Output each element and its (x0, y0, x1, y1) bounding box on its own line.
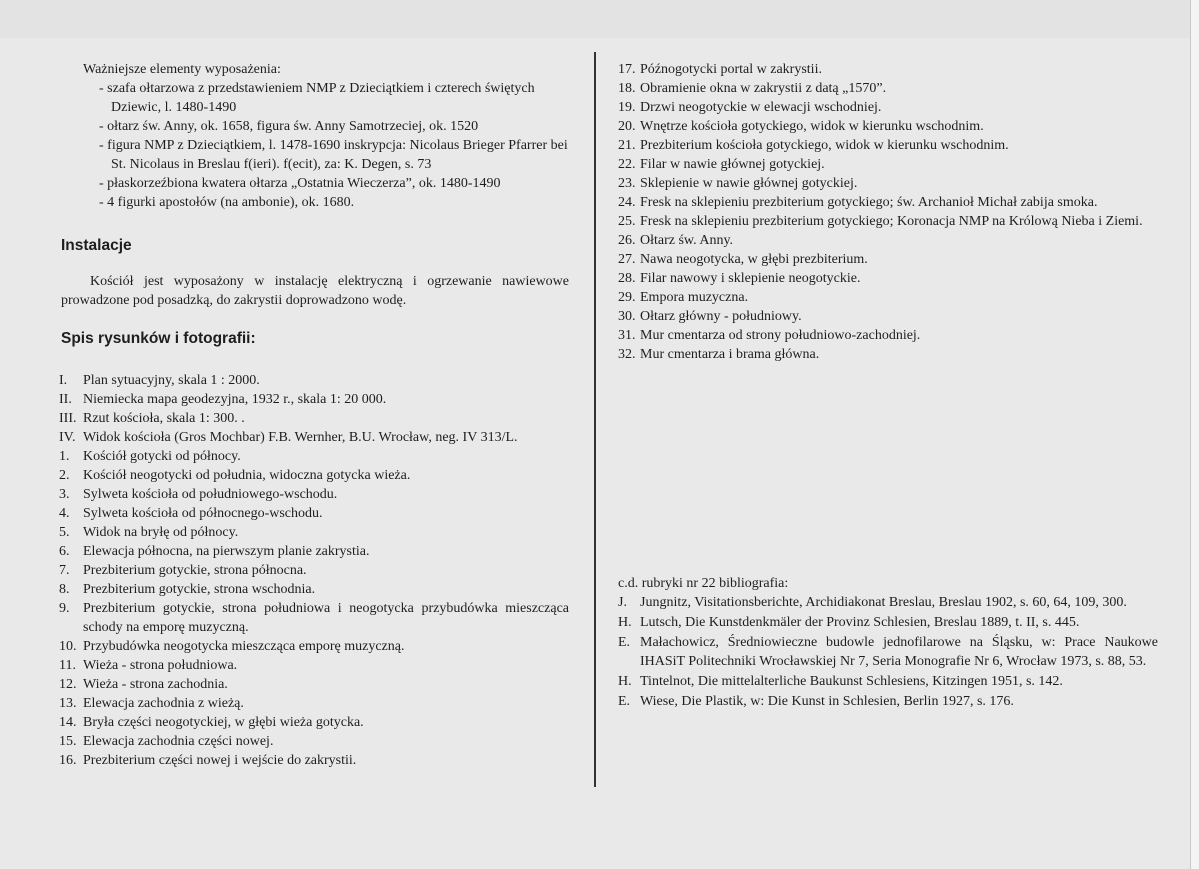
list-item-number: J. (618, 595, 627, 610)
list-item-number: 30. (618, 309, 636, 324)
bibliography-heading: c.d. rubryki nr 22 bibliografia: (618, 576, 789, 591)
list-item-text: Prezbiterium gotyckie, strona południowa i neogotycka przybudówka mieszcząca schody na emporę muzyczną. (83, 601, 569, 635)
list-item (59, 713, 569, 732)
left-column (59, 60, 569, 770)
list-item-text: Przybudówka neogotycka mieszcząca emporę muzyczną. (83, 639, 405, 654)
list-item-number: H. (618, 674, 632, 689)
equipment-item: - szafa ołtarzowa z przedstawieniem NMP z Dzieciątkiem i czterech świętych Dziewic, l. 1480-1490 (99, 81, 535, 115)
figures-list-left (59, 371, 569, 770)
list-item (618, 672, 1158, 691)
list-item (618, 60, 1158, 79)
list-item-number: I. (59, 373, 68, 388)
list-item-number: 2. (59, 468, 70, 483)
list-item-text: Elewacja zachodnia części nowej. (83, 734, 274, 749)
list-item-text: Filar nawowy i sklepienie neogotyckie. (640, 271, 861, 286)
list-item-number: H. (618, 615, 632, 630)
list-item (59, 466, 569, 485)
list-item-text: Kościół neogotycki od południa, widoczna gotycka wieża. (83, 468, 411, 483)
list-item-number: E. (618, 694, 631, 709)
equipment-item: - 4 figurki apostołów (na ambonie), ok. 1680. (99, 195, 355, 210)
equipment-item: - ołtarz św. Anny, ok. 1658, figura św. Anny Samotrzeciej, ok. 1520 (99, 119, 479, 134)
list-item (59, 447, 569, 466)
list-item (59, 637, 569, 656)
list-item-number: 32. (618, 347, 636, 362)
list-item (59, 675, 569, 694)
list-item-number: 26. (618, 233, 636, 248)
list-item-text: Filar w nawie głównej gotyckiej. (640, 157, 825, 172)
list-item (59, 694, 569, 713)
list-item-number: 6. (59, 544, 70, 559)
list-item-text: Wieża - strona zachodnia. (83, 677, 228, 692)
list-item (618, 117, 1158, 136)
list-item-text: Rzut kościoła, skala 1: 300. . (83, 411, 245, 426)
list-item-text: Wieża - strona południowa. (83, 658, 238, 673)
list-item-text: Prezbiterium gotyckie, strona północna. (83, 563, 307, 578)
list-item-number: 14. (59, 715, 77, 730)
list-item-text: Widok kościoła (Gros Mochbar) F.B. Wernher, B.U. Wrocław, neg. IV 313/L. (83, 430, 518, 445)
list-item-number: II. (59, 392, 72, 407)
list-item-number: 13. (59, 696, 77, 711)
list-item-text: Ołtarz główny - południowy. (640, 309, 802, 324)
list-item-number: 15. (59, 734, 77, 749)
list-item-text: Prezbiterium części nowej i wejście do zakrystii. (83, 753, 357, 768)
list-item-number: 28. (618, 271, 636, 286)
list-item (618, 692, 1158, 711)
list-item-number: III. (59, 411, 77, 426)
list-item-text: Kościół gotycki od północy. (83, 449, 241, 464)
list-item (618, 326, 1158, 345)
list-item-text: Wnętrze kościoła gotyckiego, widok w kierunku wschodnim. (640, 119, 984, 134)
list-item-text: Mur cmentarza i brama główna. (640, 347, 820, 362)
list-item-number: 21. (618, 138, 636, 153)
installations-text: Kościół jest wyposażony w instalację elektryczną i ogrzewanie nawiewowe prowadzone pod posadzką, do zakrystii doprowadzono wodę. (61, 274, 569, 308)
list-item-number: 5. (59, 525, 70, 540)
list-item (618, 613, 1158, 632)
equipment-list (59, 79, 569, 212)
list-item-text: Fresk na sklepieniu prezbiterium gotyckiego; św. Archanioł Michał zabija smoka. (640, 195, 1098, 210)
list-item (59, 732, 569, 751)
list-item-text: Jungnitz, Visitationsberichte, Archidiakonat Breslau, Breslau 1902, s. 60, 64, 109, 300. (640, 595, 1127, 610)
list-item-number: 27. (618, 252, 636, 267)
list-item (59, 409, 569, 428)
list-item (618, 174, 1158, 193)
list-item-text: Obramienie okna w zakrystii z datą „1570”. (640, 81, 887, 96)
figures-list-right (618, 60, 1158, 364)
bibliography-list (618, 593, 1158, 712)
list-item-number: 29. (618, 290, 636, 305)
list-item-number: 18. (618, 81, 636, 96)
list-item (618, 98, 1158, 117)
list-item (59, 656, 569, 675)
list-item-number: 25. (618, 214, 636, 229)
list-item (618, 288, 1158, 307)
list-item-text: Sylweta kościoła od południowego-wschodu. (83, 487, 338, 502)
scan-right-edge (1190, 0, 1199, 869)
list-item-text: Fresk na sklepieniu prezbiterium gotyckiego; Koronacja NMP na Królową Nieba i Ziemi. (640, 214, 1143, 229)
list-item-text: Małachowicz, Średniowieczne budowle jednofilarowe na Śląsku, w: Prace Naukowe IHASiT Politechniki Wrocławskiej Nr 7, Seria Monografie Nr 6, Wrocław 1973, s. 88, 53. (640, 635, 1158, 669)
list-item-number: 16. (59, 753, 77, 768)
list-item (59, 371, 569, 390)
list-item-number: 9. (59, 601, 70, 616)
list-item (618, 212, 1158, 231)
installations-heading: Instalacje (61, 237, 132, 254)
equipment-item: - figura NMP z Dzieciątkiem, l. 1478-1690 inskrypcja: Nicolaus Brieger Pfarrer bei St. Nicolaus in Breslau f(ieri). f(ecit), za: K. Degen, s. 73 (99, 138, 568, 172)
list-item-text: Sylweta kościoła od północnego-wschodu. (83, 506, 323, 521)
list-item (59, 751, 569, 770)
list-item (59, 542, 569, 561)
list-item-number: 1. (59, 449, 70, 464)
list-item-text: Drzwi neogotyckie w elewacji wschodniej. (640, 100, 882, 115)
list-item-text: Bryła części neogotyckiej, w głębi wieża gotycka. (83, 715, 364, 730)
list-item-text: Wiese, Die Plastik, w: Die Kunst in Schlesien, Berlin 1927, s. 176. (640, 694, 1014, 709)
list-item-text: Prezbiterium kościoła gotyckiego, widok w kierunku wschodnim. (640, 138, 1009, 153)
list-item (618, 307, 1158, 326)
figures-heading: Spis rysunków i fotografii: (61, 330, 256, 347)
list-item-text: Lutsch, Die Kunstdenkmäler der Provinz Schlesien, Breslau 1889, t. II, s. 445. (640, 615, 1080, 630)
list-item-text: Prezbiterium gotyckie, strona wschodnia. (83, 582, 316, 597)
list-item (618, 155, 1158, 174)
list-item-number: 8. (59, 582, 70, 597)
list-item-text: Tintelnot, Die mittelalterliche Baukunst Schlesiens, Kitzingen 1951, s. 142. (640, 674, 1063, 689)
list-item (59, 390, 569, 409)
list-item-text: Późnogotycki portal w zakrystii. (640, 62, 822, 77)
equipment-title: Ważniejsze elementy wyposażenia: (83, 62, 281, 77)
list-item-text: Sklepienie w nawie głównej gotyckiej. (640, 176, 858, 191)
list-item-number: 23. (618, 176, 636, 191)
list-item (59, 428, 569, 447)
right-column (618, 60, 1158, 364)
list-item (618, 136, 1158, 155)
list-item-number: 12. (59, 677, 77, 692)
list-item-number: 22. (618, 157, 636, 172)
list-item-number: 24. (618, 195, 636, 210)
list-item (59, 561, 569, 580)
list-item (618, 79, 1158, 98)
list-item-number: 31. (618, 328, 636, 343)
list-item-number: 19. (618, 100, 636, 115)
list-item-text: Nawa neogotycka, w głębi prezbiterium. (640, 252, 868, 267)
list-item (618, 193, 1158, 212)
list-item-text: Ołtarz św. Anny. (640, 233, 734, 248)
list-item (618, 250, 1158, 269)
list-item-number: 4. (59, 506, 70, 521)
list-item-text: Mur cmentarza od strony południowo-zachodniej. (640, 328, 921, 343)
column-divider (594, 52, 596, 787)
list-item-text: Plan sytuacyjny, skala 1 : 2000. (83, 373, 260, 388)
list-item-text: Niemiecka mapa geodezyjna, 1932 r., skala 1: 20 000. (83, 392, 387, 407)
list-item-number: 20. (618, 119, 636, 134)
list-item-number: 3. (59, 487, 70, 502)
list-item (59, 599, 569, 637)
list-item (59, 504, 569, 523)
list-item-number: IV. (59, 430, 76, 445)
list-item-number: 10. (59, 639, 77, 654)
list-item (59, 523, 569, 542)
list-item (618, 593, 1158, 612)
list-item-number: E. (618, 635, 631, 650)
list-item-number: 17. (618, 62, 636, 77)
list-item (618, 231, 1158, 250)
list-item (618, 345, 1158, 364)
equipment-item: - płaskorzeźbiona kwatera ołtarza „Ostatnia Wieczerza”, ok. 1480-1490 (99, 176, 501, 191)
list-item (618, 269, 1158, 288)
list-item (618, 633, 1158, 671)
list-item-number: 7. (59, 563, 70, 578)
list-item-text: Elewacja północna, na pierwszym planie zakrystia. (83, 544, 370, 559)
list-item-number: 11. (59, 658, 76, 673)
list-item (59, 485, 569, 504)
scan-top-band (0, 0, 1199, 38)
list-item-text: Elewacja zachodnia z wieżą. (83, 696, 244, 711)
list-item-text: Widok na bryłę od północy. (83, 525, 239, 540)
list-item-text: Empora muzyczna. (640, 290, 749, 305)
list-item (59, 580, 569, 599)
